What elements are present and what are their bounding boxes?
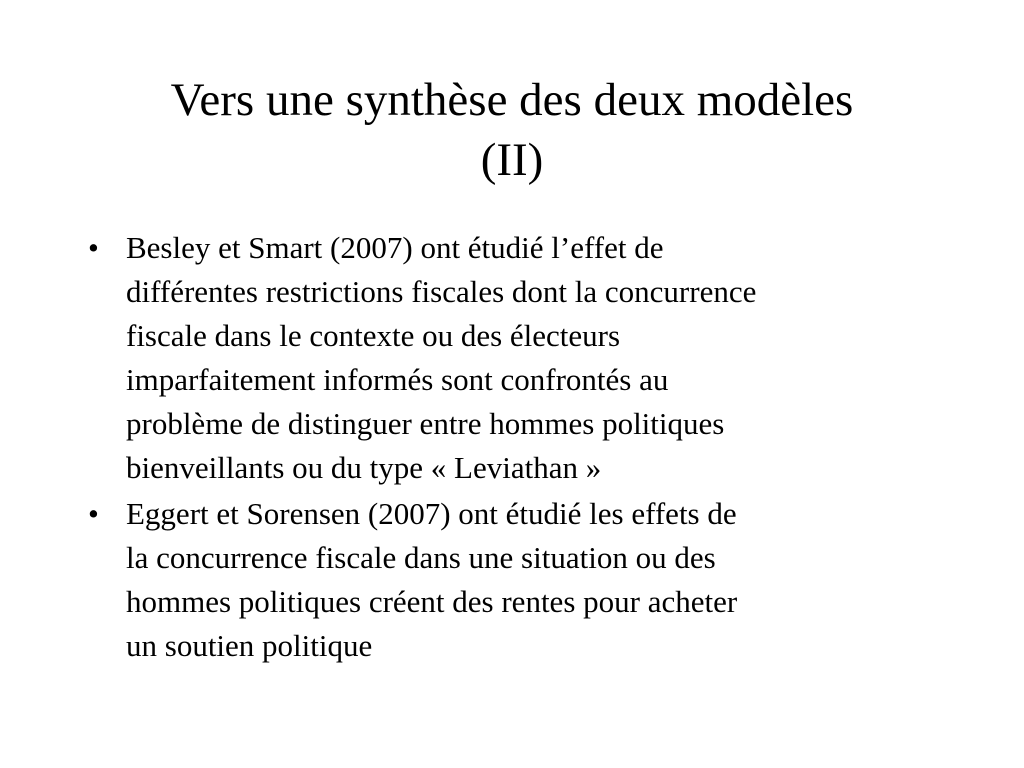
slide-title-line-2: (II) [480, 134, 544, 186]
bullet-2-line-4: un soutien politique [126, 628, 373, 663]
bullet-item-eggert-sorensen [88, 492, 958, 668]
bullet-1-line-1: Besley et Smart (2007) ont étudié l’effet de [126, 230, 664, 265]
bullet-1-line-3: fiscale dans le contexte ou des électeurs [126, 318, 621, 353]
bullet-list [88, 226, 958, 670]
bullet-1-line-6: bienveillants ou du type « Leviathan » [126, 450, 602, 485]
bullet-1-line-5: problème de distinguer entre hommes politiques [126, 406, 725, 441]
bullet-icon: • [88, 496, 99, 531]
bullet-2-line-3: hommes politiques créent des rentes pour acheter [126, 584, 738, 619]
bullet-1-line-4: imparfaitement informés sont confrontés au [126, 362, 669, 397]
bullet-2-line-2: la concurrence fiscale dans une situation ou des [126, 540, 716, 575]
bullet-icon: • [88, 230, 99, 265]
bullet-1-line-2: différentes restrictions fiscales dont la concurrence [126, 274, 757, 309]
bullet-item-besley-smart [88, 226, 958, 490]
slide-title [60, 70, 964, 190]
slide-title-line-1: Vers une synthèse des deux modèles [170, 74, 854, 126]
bullet-2-line-1: Eggert et Sorensen (2007) ont étudié les effets de [126, 496, 737, 531]
